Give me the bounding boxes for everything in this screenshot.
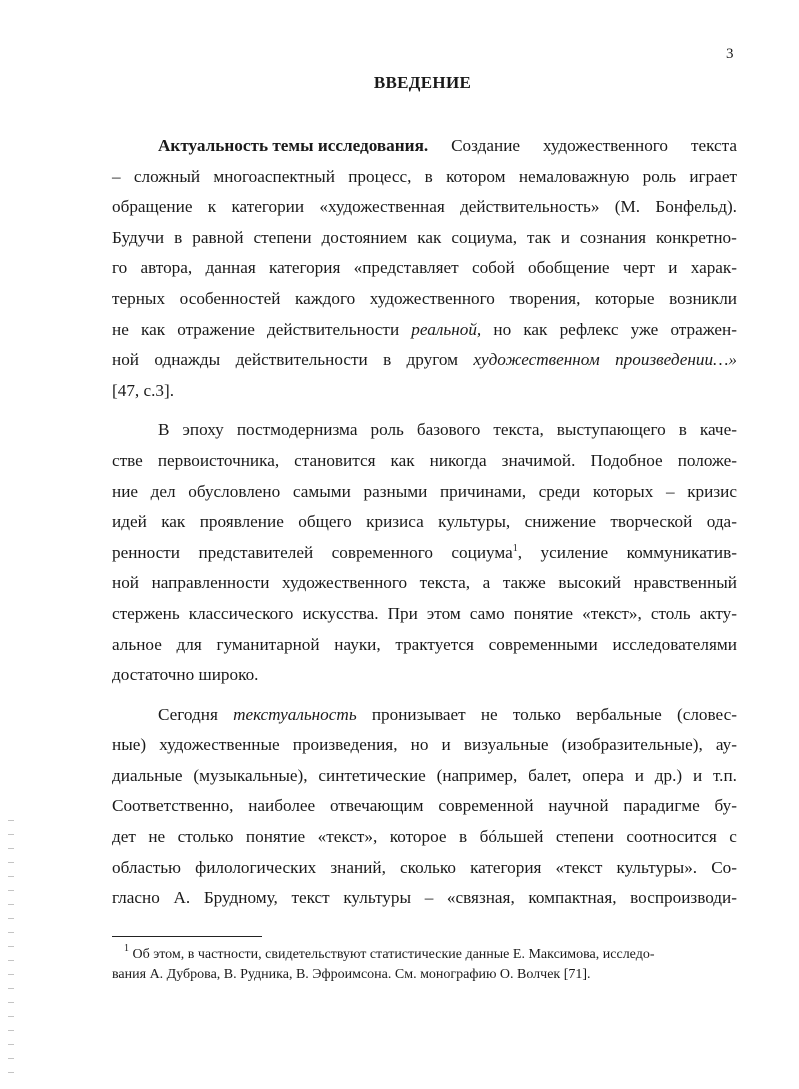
text-line: идей как проявление общего кризиса культуры, снижение творческой ода- bbox=[112, 512, 737, 532]
footnote bbox=[112, 945, 737, 985]
body-text bbox=[112, 131, 737, 914]
text-line: ренности представителей современного социума$^1$, усиление коммуникатив- bbox=[112, 542, 737, 562]
text-line: стве первоисточника, становится как никогда значимой. Подобное положе- bbox=[112, 450, 737, 470]
text-line: ние дел обусловлено самыми разными причинами, среди которых – кризис bbox=[112, 481, 737, 501]
text-line: альное для гуманитарной науки, трактуется современными исследователями bbox=[112, 634, 737, 654]
footnote-line: $^1$ Об этом, в частности, свидетельствуют статистические данные Е. Максимова, исследо- bbox=[124, 943, 655, 962]
text-line: Сегодня текстуальность пронизывает не только вербальные (словес- bbox=[158, 704, 737, 724]
footnote-marker: 1 bbox=[124, 943, 129, 954]
text-line: областью филологических знаний, сколько категория «текст культуры». Со- bbox=[112, 857, 737, 877]
text-line: ной однажды действительности в другом художественном произведении…» bbox=[112, 350, 737, 370]
text-line: терных особенностей каждого художественного творения, которые возникли bbox=[112, 288, 737, 308]
scan-artifact bbox=[8, 820, 14, 1080]
text-line: достаточно широко. bbox=[112, 665, 259, 685]
text-line: ной направленности художественного текста, а также высокий нравственный bbox=[112, 573, 737, 593]
text-line: Соответственно, наиболее отвечающим современной научной парадигме бу- bbox=[112, 796, 737, 816]
text-line: не как отражение действительности реальной, но как рефлекс уже отражен- bbox=[112, 319, 737, 339]
footnote-separator bbox=[112, 936, 262, 937]
text-line: Будучи в равной степени достоянием как социума, так и сознания конкретно- bbox=[112, 227, 737, 247]
text-line: дет не столько понятие «текст», которое в бóльшей степени соотносится с bbox=[112, 827, 737, 847]
text-line: го автора, данная категория «представляет собой обобщение черт и харак- bbox=[112, 258, 737, 278]
text-line: – сложный многоаспектный процесс, в котором немаловажную роль играет bbox=[112, 166, 737, 186]
page-number: 3 bbox=[726, 46, 734, 62]
text-line: стержень классического искусства. При этом само понятие «текст», столь акту- bbox=[112, 603, 737, 623]
text-line: ные) художественные произведения, но и визуальные (изобразительные), ау- bbox=[112, 735, 737, 755]
text-line: обращение к категории «художественная действительность» (М. Бонфельд). bbox=[112, 197, 737, 217]
page-title: ВВЕДЕНИЕ bbox=[373, 73, 472, 92]
text-line: [47, с.3]. bbox=[112, 380, 175, 400]
text-line: гласно А. Брудному, текст культуры – «связная, компактная, воспроизводи- bbox=[112, 888, 737, 908]
footnote-line: вания А. Дуброва, В. Рудника, В. Эфроимсона. См. монографию О. Волчек [71]. bbox=[112, 967, 591, 982]
text-line: Актуальность темы исследования. Создание художественного текста bbox=[158, 136, 737, 155]
footnote-reference: 1 bbox=[512, 542, 518, 554]
text-line: В эпоху постмодернизма роль базового текста, выступающего в каче- bbox=[158, 420, 737, 440]
text-line: диальные (музыкальные), синтетические (например, балет, опера и др.) и т.п. bbox=[112, 765, 737, 785]
